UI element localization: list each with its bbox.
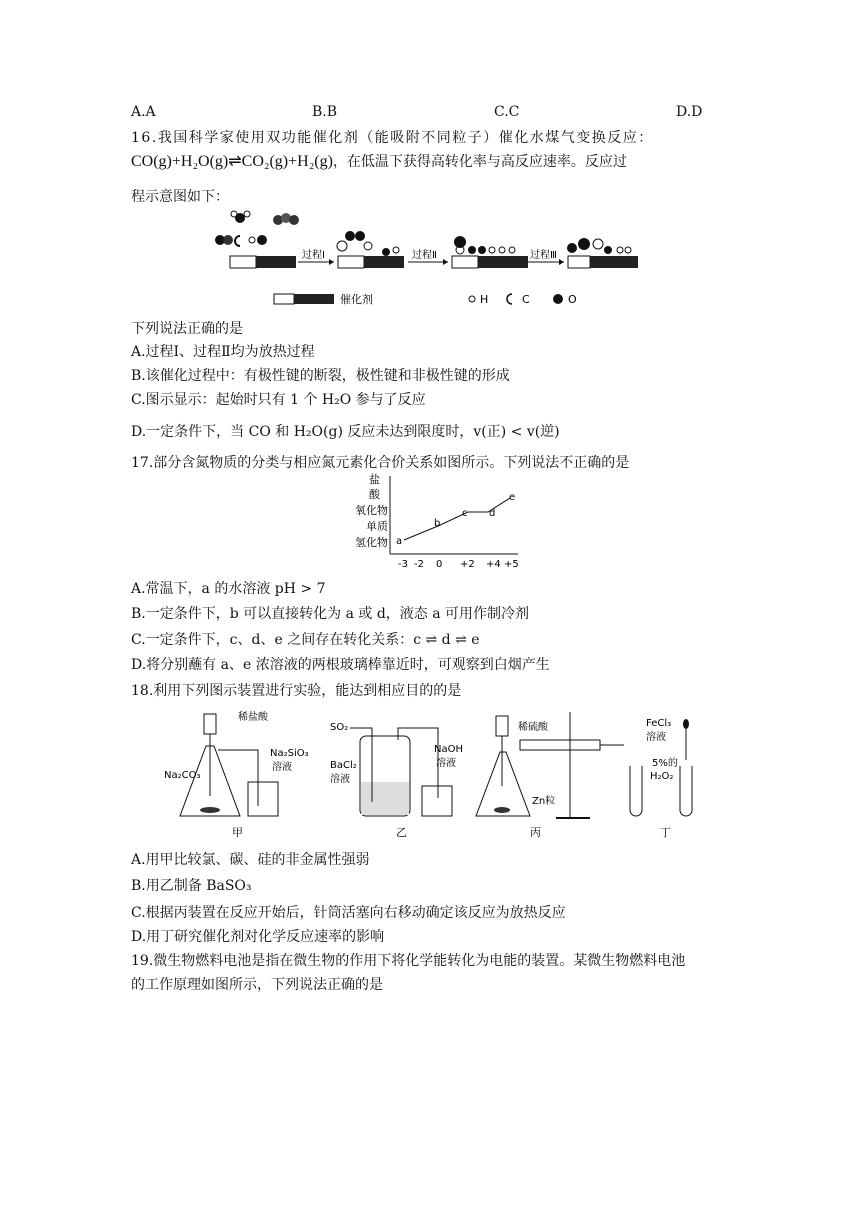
q17-option-a: A.常温下，a 的水溶液 pH > 7: [131, 581, 326, 597]
x-tick: 0: [436, 559, 443, 570]
label-naoh-sol: 溶液: [436, 758, 456, 769]
point-c: c: [462, 508, 468, 519]
label-h2so4: 稀硫酸: [518, 722, 548, 733]
label-bacl2-sol: 溶液: [330, 774, 350, 785]
y-label-oxide: 氧化物: [355, 504, 388, 517]
label-hcl: 稀盐酸: [238, 712, 268, 723]
legend-h: H: [480, 293, 489, 306]
q16-stem-line2: [131, 151, 627, 171]
y-label-hydride: 氢化物: [355, 536, 388, 549]
q16-stem-line2-tail: ，在低温下获得高转化率与高反应速率。反应过: [332, 154, 627, 170]
label-yi: 乙: [396, 826, 407, 839]
q17-option-b: B.一定条件下，b 可以直接转化为 a 或 d，液态 a 可用作制冷剂: [131, 606, 530, 622]
point-d: d: [489, 508, 496, 519]
q16-option-b: B.该催化过程中：有极性键的断裂，极性键和非极性键的形成: [131, 368, 510, 384]
molecule-cluster-icon: [215, 211, 299, 246]
x-tick: -2: [414, 559, 424, 570]
y-label-acid: 酸: [369, 488, 380, 501]
label-fecl3: FeCl₃: [646, 718, 672, 729]
q18-option-c: C.根据丙装置在反应开始后，针筒活塞向右移动确定该反应为放热反应: [131, 905, 566, 921]
process-1-label: 过程Ⅰ: [302, 250, 325, 261]
q15-option-d: D.D: [676, 104, 703, 120]
q15-option-c: C.C: [494, 104, 520, 120]
q16-option-d: D.一定条件下，当 CO 和 H₂O(g) 反应未达到限度时，v(正) < v(逆): [131, 424, 560, 440]
q17-stem: 17.部分含氮物质的分类与相应氮元素化合价关系如图所示。下列说法不正确的是: [131, 455, 630, 471]
label-h2o2-pct: 5%的: [652, 758, 678, 769]
y-label-element: 单质: [366, 520, 388, 533]
label-fecl3-sol: 溶液: [646, 732, 666, 743]
legend-c: C: [522, 293, 530, 306]
q19-line2: 的工作原理如图所示，下列说法正确的是: [131, 977, 383, 993]
q16-equation: CO(g)+H₂O(g)⇌CO₂(g)+H₂(g): [131, 153, 333, 170]
apparatus-jia: [180, 714, 278, 816]
x-tick: +2: [460, 559, 475, 570]
q15-option-b: B.B: [312, 104, 338, 120]
label-na2sio3: Na₂SiO₃: [270, 748, 309, 759]
q15-options: [131, 104, 731, 124]
legend-catalyst: 催化剂: [340, 293, 373, 306]
point-a: a: [396, 536, 403, 547]
label-na2co3: Na₂CO₃: [164, 770, 201, 781]
process-2-label: 过程Ⅱ: [412, 250, 437, 261]
q17-option-c: C.一定条件下，c、d、e 之间存在转化关系：c ⇌ d ⇌ e: [131, 632, 480, 648]
label-jia: 甲: [232, 826, 243, 839]
x-tick: +4: [486, 559, 501, 570]
label-h2o2: H₂O₂: [650, 771, 674, 782]
y-label-salt: 盐: [369, 473, 380, 486]
label-bacl2: BaCl₂: [330, 760, 357, 771]
x-tick: -3: [398, 559, 408, 570]
q17-valence-chart: [338, 472, 528, 572]
process-3-label: 过程Ⅲ: [530, 250, 557, 261]
point-e: e: [509, 492, 516, 503]
point-b: b: [434, 518, 441, 529]
q18-stem: 18.利用下列图示装置进行实验，能达到相应目的的是: [131, 683, 462, 699]
q16-stem-line1: 16.我国科学家使用双功能催化剂（能吸附不同粒子）催化水煤气变换反应：: [131, 130, 654, 146]
q16-stem-line3: 程示意图如下：: [131, 189, 229, 205]
q16-option-c: C.图示显示：起始时只有 1 个 H₂O 参与了反应: [131, 392, 426, 408]
x-tick: +5: [504, 559, 519, 570]
apparatus-yi: [350, 728, 452, 816]
q17-option-d: D.将分别蘸有 a、e 浓溶液的两根玻璃棒靠近时，可观察到白烟产生: [131, 657, 550, 673]
q16-option-a: A.过程Ⅰ、过程Ⅱ均为放热过程: [131, 344, 315, 360]
q15-option-a: A.A: [131, 104, 156, 120]
q19-line1: 19.微生物燃料电池是指在微生物的作用下将化学能转化为电能的装置。某微生物燃料电池: [131, 953, 686, 969]
label-bing: 丙: [530, 826, 541, 839]
label-ding: 丁: [660, 826, 671, 839]
q18-option-d: D.用丁研究催化剂对化学反应速率的影响: [131, 929, 385, 945]
q18-apparatus-figure: [160, 706, 720, 840]
legend-o: O: [568, 293, 577, 306]
q16-process-figure: [210, 206, 650, 314]
q18-option-a: A.用甲比较氯、碳、硅的非金属性强弱: [131, 852, 370, 868]
label-na2sio3-sol: 溶液: [272, 762, 292, 773]
label-so2: SO₂: [330, 722, 349, 733]
q16-prompt: 下列说法正确的是: [131, 321, 243, 337]
q18-option-b: B.用乙制备 BaSO₃: [131, 878, 252, 894]
label-naoh: NaOH: [434, 744, 463, 755]
label-zn: Zn粒: [532, 796, 556, 807]
